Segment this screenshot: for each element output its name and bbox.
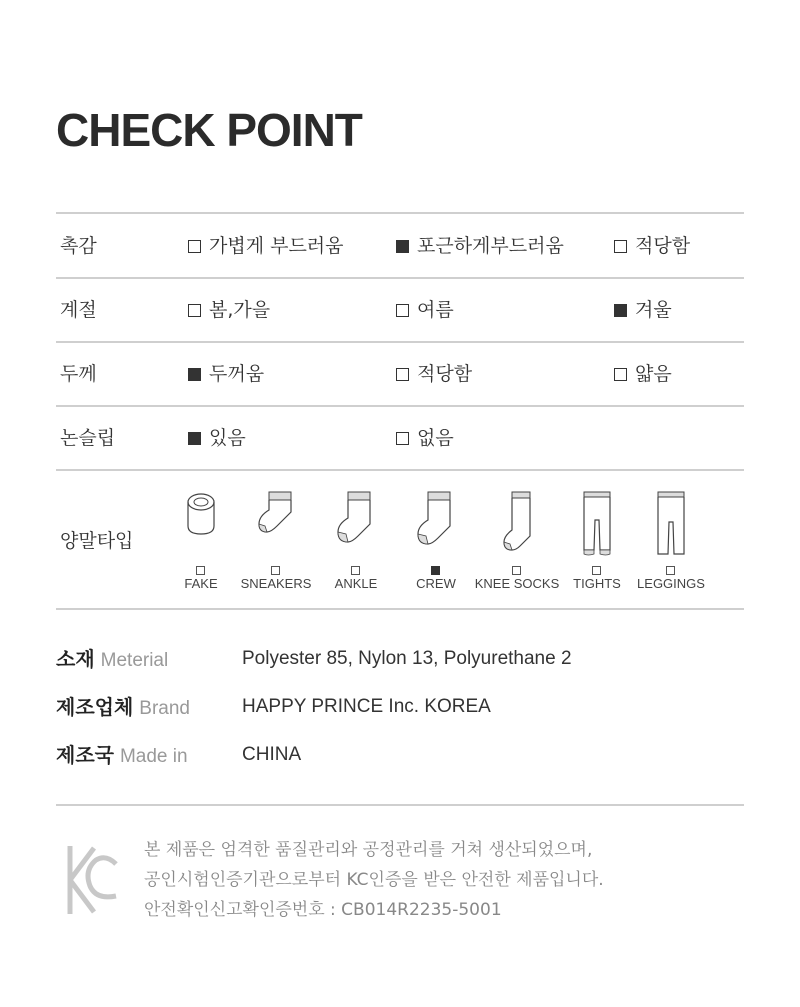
certification-number: 안전확인신고확인증번호 : CB014R2235-5001 [144, 900, 502, 920]
brand-value: HAPPY PRINCE Inc. KOREA [242, 696, 491, 717]
material-value: Polyester 85, Nylon 13, Polyurethane 2 [242, 648, 572, 669]
option-season-summer: 여름 [396, 298, 454, 322]
row-label-texture: 촉감 [60, 235, 97, 257]
sock-type-label: LEGGINGS [637, 576, 705, 591]
divider [56, 405, 744, 407]
sneakers-sock-icon [255, 490, 295, 550]
crew-sock-icon [414, 490, 456, 550]
checkbox-icon [614, 368, 627, 381]
option-season-winter: 겨울 [614, 298, 672, 322]
option-thickness-moderate: 적당함 [396, 362, 472, 386]
row-label-nonslip: 논슬립 [60, 427, 116, 449]
material-key: 소재 Meterial [56, 647, 169, 671]
certification-text: 공인시험인증기관으로부터 KC인증을 받은 안전한 제품입니다. [144, 870, 604, 890]
checkbox-icon [396, 432, 409, 445]
leggings-icon [656, 490, 686, 558]
sock-type-label: CREW [416, 576, 456, 591]
sock-type-label: TIGHTS [573, 576, 621, 591]
divider [56, 469, 744, 471]
divider [56, 277, 744, 279]
sock-type-checkbox-fake [196, 566, 205, 575]
row-label-season: 계절 [60, 299, 97, 321]
checkbox-checked-icon [614, 304, 627, 317]
tights-icon [582, 490, 612, 558]
sock-type-checkbox-tights [592, 566, 601, 575]
origin-key: 제조국 Made in [56, 743, 188, 767]
sock-type-checkbox-crew [431, 566, 440, 575]
divider [56, 341, 744, 343]
brand-key: 제조업체 Brand [56, 695, 190, 719]
option-thickness-thin: 얇음 [614, 362, 672, 386]
checkbox-checked-icon [396, 240, 409, 253]
checkbox-icon [614, 240, 627, 253]
option-nonslip-no: 없음 [396, 426, 454, 450]
checkbox-checked-icon [188, 368, 201, 381]
kc-certification-logo [62, 842, 122, 918]
checkbox-icon [188, 240, 201, 253]
option-thickness-thick: 두꺼움 [188, 362, 264, 386]
option-nonslip-yes: 있음 [188, 426, 246, 450]
option-season-spring-fall: 봄,가을 [188, 298, 270, 322]
sock-type-checkbox-leggings [666, 566, 675, 575]
row-label-thickness: 두께 [60, 363, 97, 385]
option-texture-cozy: 포근하게부드러움 [396, 234, 564, 258]
origin-value: CHINA [242, 744, 302, 765]
certification-text: 본 제품은 엄격한 품질관리와 공정관리를 거쳐 생산되었으며, [144, 840, 593, 860]
option-texture-moderate: 적당함 [614, 234, 690, 258]
divider [56, 608, 744, 610]
sock-type-label: ANKLE [334, 576, 378, 591]
divider [56, 804, 744, 806]
sock-type-checkbox-knee-socks [512, 566, 521, 575]
divider [56, 212, 744, 214]
sock-type-checkbox-ankle [351, 566, 360, 575]
sock-type-label: KNEE SOCKS [474, 576, 560, 591]
sock-type-checkbox-sneakers [271, 566, 280, 575]
checkbox-icon [188, 304, 201, 317]
checkbox-icon [396, 368, 409, 381]
checkbox-icon [396, 304, 409, 317]
checkbox-checked-icon [188, 432, 201, 445]
row-label-sock-type: 양말타입 [60, 530, 134, 552]
ankle-sock-icon [334, 490, 374, 550]
sock-type-label: SNEAKERS [240, 576, 312, 591]
page-title: CHECK POINT [56, 104, 362, 156]
knee-socks-icon [502, 490, 538, 554]
sock-type-label: FAKE [184, 576, 218, 591]
option-texture-light: 가볍게 부드러움 [188, 234, 344, 258]
fake-sock-icon [183, 490, 219, 550]
